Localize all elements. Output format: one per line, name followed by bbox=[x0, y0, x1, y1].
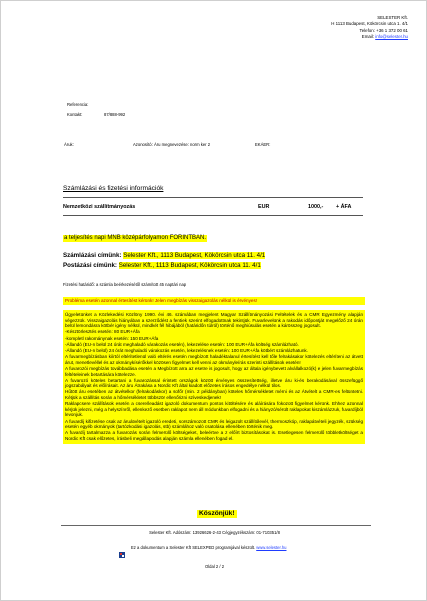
company-email-line bbox=[331, 34, 408, 40]
goods-label: Áruk: bbox=[64, 142, 74, 147]
terms-paragraph: Hűtött áru esetében az átvételkor (felrakodáskor) a sofőr (min. 2 példányban) köteles hőmérsékletet mérni és az Átvételt a CMR-es feltüntetni. Kétjük a szállítás során a hőmérsékletet többször ellenőrizni szíveskedjenek! bbox=[65, 389, 363, 401]
terms-paragraph: -Késztörlesztés esetén: 80 EUR+Áfa bbox=[65, 329, 140, 335]
terms-paragraph: -Állandó (EU-n belül) 24 órát meghaladó várakozás esetén, lekezelésnek esetén: 100 EUR+Áfa kötbért számlázhatunk. bbox=[65, 347, 308, 353]
email-prefix: Email: bbox=[361, 34, 376, 40]
terms-paragraph: Ügyeletünket a Közlekedési Közlöny 1990. évi 46. számában megjelent Magyar Szállítmányozási Feltételek és a CMR Egyezmény alapján végezzük. Visszaigazolás hiányában a szerződést a fentiek szerint elfogadottnak tekintjük. Fuvarlevelünk a rakodás időpontját megelőző 24 órán belül lemondásra kötbér igény nélkül, mindkét fél hibájából (határidőn túlról) történő meghiúsulás esetén a kárösszeg jogosult. bbox=[65, 312, 363, 329]
contact-value: 87/888-992 bbox=[104, 112, 126, 117]
billing-address-line bbox=[63, 252, 265, 260]
goods-identifier: Azonosító: Áru megnevezése: norm ker 2 bbox=[133, 142, 211, 147]
footer-website-link[interactable]: www.selester.hu bbox=[256, 545, 287, 550]
warning-banner: Probléma esetén azonnal értesítést kérünk! Jelen megbízás visszaigazolás nélkül is érvényes! bbox=[63, 297, 365, 305]
billing-currency: EUR bbox=[258, 204, 270, 210]
exchange-rate-note: a teljesítés napi MNB középárfolyamon FORINTBAN. bbox=[64, 235, 207, 241]
postal-address-label: Postázási címünk: bbox=[63, 262, 117, 269]
billing-amount: 1000,- bbox=[308, 204, 324, 210]
terms-paragraph: A fuvarozói megbízás továbbadása esetén a Megbízott arra az esetre is jogosult, hogy az általa igénybevett alvállalkozó(k) e jelen fuvarmegbízás feltételeinek betartására kötelezze. bbox=[65, 365, 363, 377]
terms-paragraph: A fuvardíj kifizetése csak az áruátvételt igazoló eredeti, sorszámozott CMR és leigazolt szállítólevél, thermoszkóp, raklapátvételi jegyzék, szükség esetén egyéb okmányok (tartózkodási igazolás, stb) számlához való csatolása ellenében történik meg. bbox=[65, 418, 363, 430]
company-email-link[interactable]: info@selester.hu bbox=[375, 34, 408, 40]
terms-paragraph: A fuvarozó köteles betartani a fuvarozással érintett országok között érvényes összesítettség, illetve áru ki-és berakodásával összefüggő jogszabályait és előírásait. Az áru Átrakása a Nordic Kft által kiadott előzetes írásos engedélye nélkül tilos. bbox=[65, 377, 363, 389]
billing-section-title: Számlázási és fizetési információk bbox=[63, 185, 164, 192]
terms-paragraph: -Állandó (EU-n belül 24 órát meghaladó várakozás esetén), lekezelése esetén: 100 EUR+Áfa költség számlázható. bbox=[65, 341, 299, 347]
footer-divider bbox=[61, 525, 371, 526]
billing-item-label: Nemzetközi szállítmányozás bbox=[63, 204, 136, 210]
ekaer-label: EKÁER: bbox=[255, 142, 271, 147]
billing-address-value: Selester Kft., 1113 Budapest, Kökörcsin utca 11. 4/1 bbox=[123, 252, 266, 259]
payment-due-note: Fizetési határidő: a számla beérkezésétől számított 45 naptári nap bbox=[63, 282, 187, 287]
page-number: Oldal 2 / 2 bbox=[204, 564, 225, 569]
terms-paragraph: Raklapcsere szállítások esetén a csere/leadást igazoló dokumentum pontos kitöltésére és aláírására fokozott figyelmet kérünk. Ehhez azonnal kérjük jelezni, még a helyszínről, ellenkező esetben raklapot nem áll módunkban elfogadni és a hiányzó/sérült raklapokat kiszámlázzuk, fuvardíjból levonjuk. bbox=[65, 401, 363, 418]
terms-text-block bbox=[63, 310, 365, 444]
terms-paragraph: A fuvarmegbízásban kiírtól eltérítetlenül való eltérés esetén megbízott haladéktalanul értesítést kell tőle felrakásakor kötelezés eltéríteni az átvett árut, menetlevéllel és az okmánykísérőkkel közösen figyelmet kell venni az okmányleírás szerinti szállítások esetén! bbox=[65, 354, 363, 365]
footer-company-line: Selester Kft. Adószám: 13926626-2-43 Cégjegyzékszám: 01-710351/8 bbox=[149, 530, 280, 535]
company-address: H 1113 Budapest, Kökörcsin utca 1. 4/1 bbox=[331, 21, 408, 27]
postal-address-value: Selester Kft., 1113 Budapest, Kökörcsin utca 11. 4/1 bbox=[118, 262, 261, 269]
footer-software-text: Ez a dokumentum a Selester Kft SELEXPED programjával készült. bbox=[131, 545, 257, 550]
company-name: SELESTER Kft. bbox=[377, 15, 408, 20]
billing-divider-top bbox=[63, 197, 363, 198]
terms-paragraph: A fuvardíj tartalmazza a fuvarozás során felmerülő költségeket, beleértve a z előírt biztosításokat is. Esetlegesen felmerülő többletköltséget a Nordic Kft csak előzetes, írásbeli megállapodás alapján számla ellenében fogad el. bbox=[65, 430, 363, 441]
company-phone: Telefon: +36 1 372 00 61 bbox=[359, 27, 408, 33]
billing-vat: + ÁFA bbox=[336, 204, 352, 210]
thank-you-text: Köszönjük! bbox=[199, 510, 235, 517]
reference-label: Referencia: bbox=[67, 102, 89, 107]
billing-divider-bottom bbox=[63, 215, 363, 216]
terms-paragraph: -kompletl rakománynak esetén: 150 EUR+Áfa bbox=[65, 335, 159, 341]
footer-software-line bbox=[131, 545, 286, 550]
selexped-logo-icon bbox=[119, 545, 125, 551]
contact-label: Kontakt: bbox=[67, 112, 83, 117]
billing-address-label: Számlázási címünk: bbox=[63, 252, 122, 259]
postal-address-line bbox=[63, 262, 261, 270]
company-header bbox=[331, 15, 408, 41]
